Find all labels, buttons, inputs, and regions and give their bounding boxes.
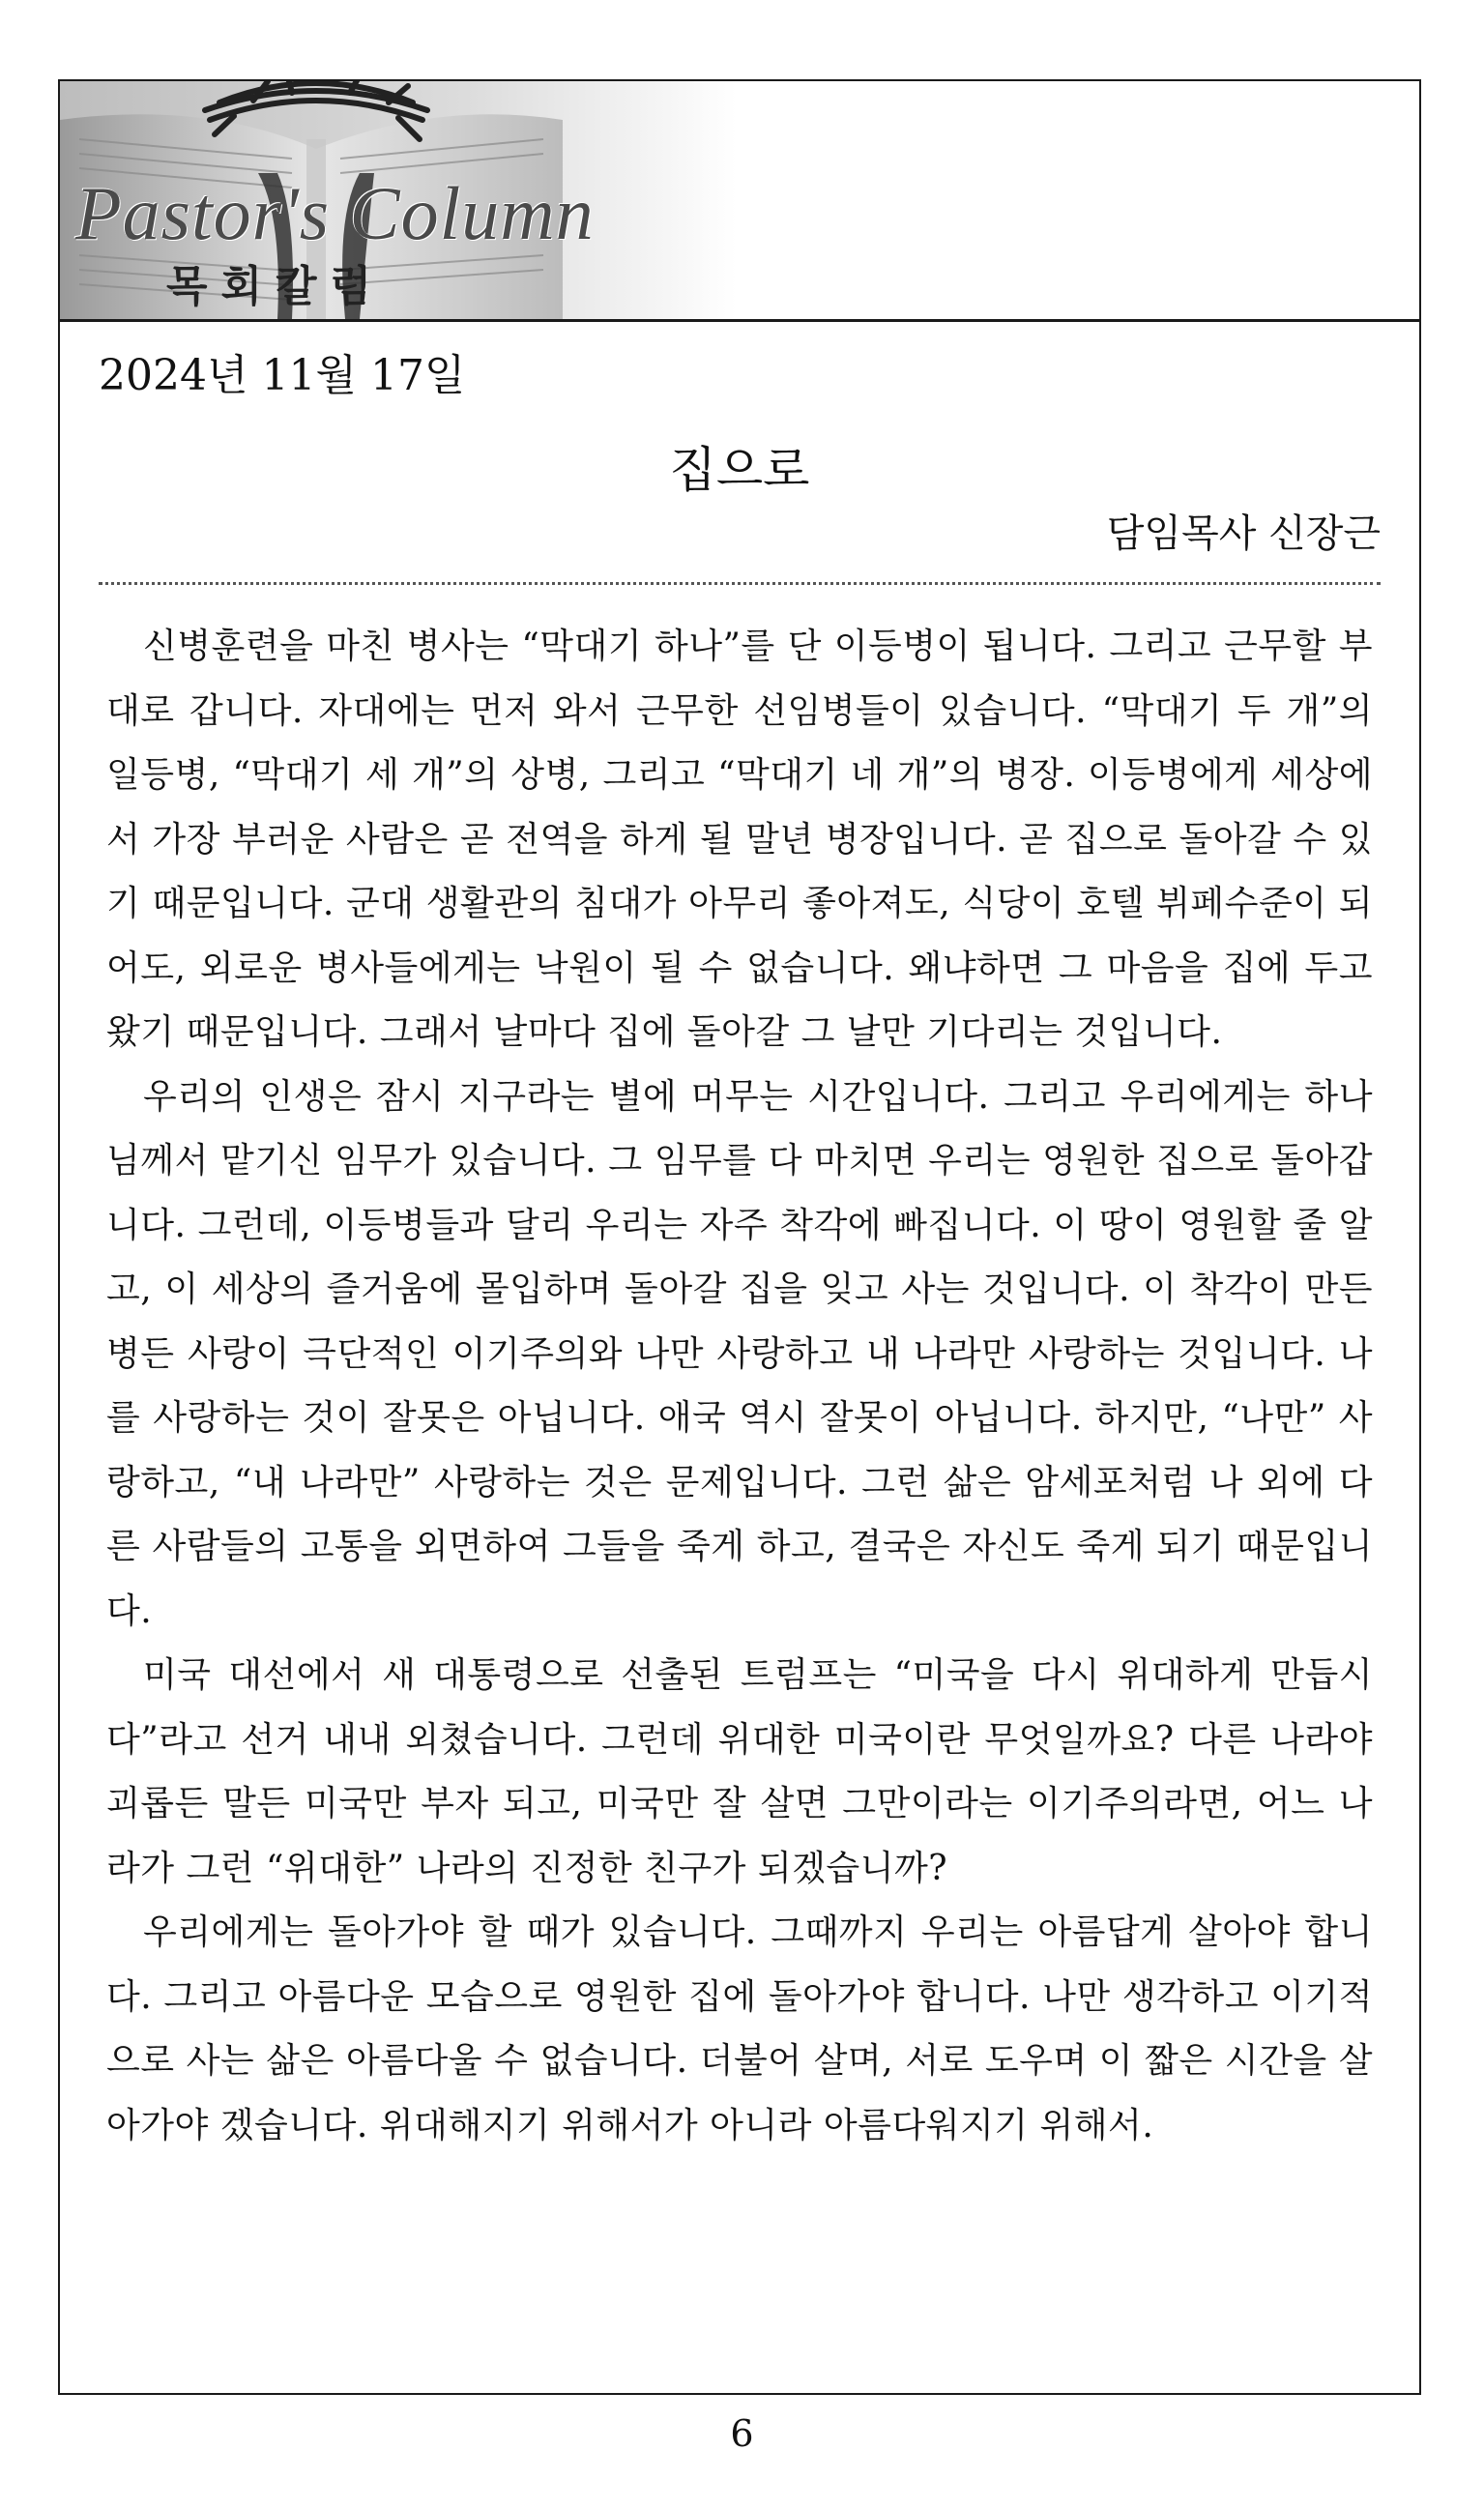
column-frame <box>58 79 1421 2395</box>
column-title: 집으로 <box>669 442 810 498</box>
body-paragraph-1: 신병훈련을 마친 병사는 “막대기 하나”를 단 이등병이 됩니다. 그리고 근무할 부대로 갑니다. 자대에는 먼저 와서 근무한 선임병들이 있습니다. “막대기 두 개”의 일등병, “막대기 세 개”의 상병, 그리고 “막대기 네 개”의 병장. 이등병에게 세상에서 가장 부러운 사람은 곧 전역을 하게 될 말년 병장입니다. 곧 집으로 돌아갈 수 있기 때문입니다. 군대 생활관의 침대가 아무리 좋아져도, 식당이 호텔 뷔페수준이 되어도, 외로운 병사들에게는 낙원이 될 수 없습니다. 왜냐하면 그 마음을 집에 두고 왔기 때문입니다. 그래서 날마다 집에 돌아갈 그 날만 기다리는 것입니다. <box>106 627 1373 1052</box>
masthead-english-title: Pastor's Column <box>75 171 595 255</box>
column-author: 담임목사 신장근 <box>1106 511 1381 556</box>
page-number: 6 <box>730 2412 754 2455</box>
column-body <box>106 615 1373 2158</box>
body-paragraph-4: 우리에게는 돌아가야 할 때가 있습니다. 그때까지 우리는 아름답게 살아야 합니다. 그리고 아름다운 모습으로 영원한 집에 돌아가야 합니다. 나만 생각하고 이기적으로 사는 삶은 아름다울 수 없습니다. 더불어 살며, 서로 도우며 이 짧은 시간을 살아가야 겠습니다. 위대해지기 위해서가 아니라 아름다워지기 위해서. <box>106 1912 1373 2145</box>
column-header <box>60 81 1419 322</box>
column-date: 2024년 11월 17일 <box>99 351 466 400</box>
body-paragraph-3: 미국 대선에서 새 대통령으로 선출된 트럼프는 “미국을 다시 위대하게 만듭시다”라고 선거 내내 외쳤습니다. 그런데 위대한 미국이란 무엇일까요? 다른 나라야 괴롭든 말든 미국만 부자 되고, 미국만 잘 살면 그만이라는 이기주의라면, 어느 나라가 그런 “위대한” 나라의 진정한 친구가 되겠습니까? <box>106 1655 1373 1888</box>
masthead-korean-title: 목회칼럼 <box>166 262 386 311</box>
dotted-divider <box>99 582 1381 585</box>
body-paragraph-2: 우리의 인생은 잠시 지구라는 별에 머무는 시간입니다. 그리고 우리에게는 하나님께서 맡기신 임무가 있습니다. 그 임무를 다 마치면 우리는 영원한 집으로 돌아갑니다. 그런데, 이등병들과 달리 우리는 자주 착각에 빠집니다. 이 땅이 영원할 줄 알고, 이 세상의 즐거움에 몰입하며 돌아갈 집을 잊고 사는 것입니다. 이 착각이 만든 병든 사랑이 극단적인 이기주의와 나만 사랑하고 내 나라만 사랑하는 것입니다. 나를 사랑하는 것이 잘못은 아닙니다. 애국 역시 잘못이 아닙니다. 하지만, “나만” 사랑하고, “내 나라만” 사랑하는 것은 문제입니다. 그런 삶은 암세포처럼 나 외에 다른 사람들의 고통을 외면하여 그들을 죽게 하고, 결국은 자신도 죽게 되기 때문입니다. <box>106 1076 1373 1631</box>
